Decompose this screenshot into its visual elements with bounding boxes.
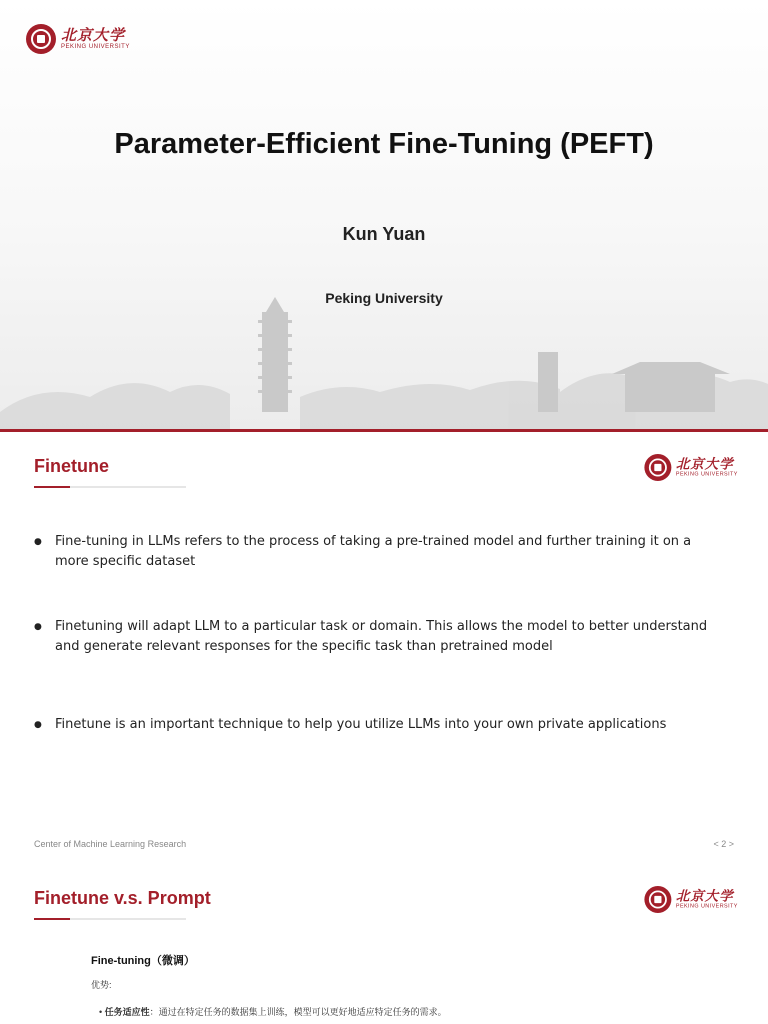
advantage-item-text: ：通过在特定任务的数据集上训练，模型可以更好地适应特定任务的需求。 [149,1007,447,1017]
finetune-slide [0,432,768,864]
pku-logo [26,24,130,54]
finetune-vs-prompt-slide [0,864,768,1024]
slide-title: Parameter-Efficient Fine-Tuning (PEFT) [114,128,654,160]
bullet-list [34,532,724,735]
campus-skyline-illustration [0,292,768,432]
logo-chinese-text: 北京大学 [676,887,734,904]
heading-underline [34,918,186,920]
advantage-item: • 任务适应性：通过在特定任务的数据集上训练，模型可以更好地适应特定任务的需求。 [99,1007,447,1017]
logo-english-text: PEKING UNIVERSITY [676,904,738,910]
bullet-item: ● Fine-tuning in LLMs refers to the process of taking a pre-trained model and further training it on a more specific dataset [34,532,724,572]
pku-logo [645,886,738,913]
heading-underline [34,486,186,488]
logo-chinese-text: 北京大学 [61,26,126,44]
section-subheading: Fine-tuning（微调） [91,955,195,967]
pku-logo [645,454,738,481]
advantage-item-title: 任务适应性 [104,1007,150,1017]
affiliation: Peking University [325,290,443,306]
slide-heading: Finetune v.s. Prompt [34,888,211,908]
advantages-label: 优势: [91,980,112,990]
title-slide [0,0,768,432]
footer-text: Center of Machine Learning Research [34,839,187,849]
logo-chinese-text: 北京大学 [676,455,734,472]
author-name: Kun Yuan [342,224,426,244]
logo-english-text: PEKING UNIVERSITY [61,44,130,50]
bullet-item: ● Finetune is an important technique to help you utilize LLMs into your own private applications [34,715,724,735]
page-number: < 2 > [713,839,734,849]
pku-seal-icon [26,24,56,54]
logo-english-text: PEKING UNIVERSITY [676,472,738,478]
pku-seal-icon [645,886,672,913]
slide-heading: Finetune [34,456,109,476]
pku-seal-icon [645,454,672,481]
bullet-item: ● Finetuning will adapt LLM to a particular task or domain. This allows the model to better understand and generate relevant responses for the specific task than pretrained model [34,617,724,657]
